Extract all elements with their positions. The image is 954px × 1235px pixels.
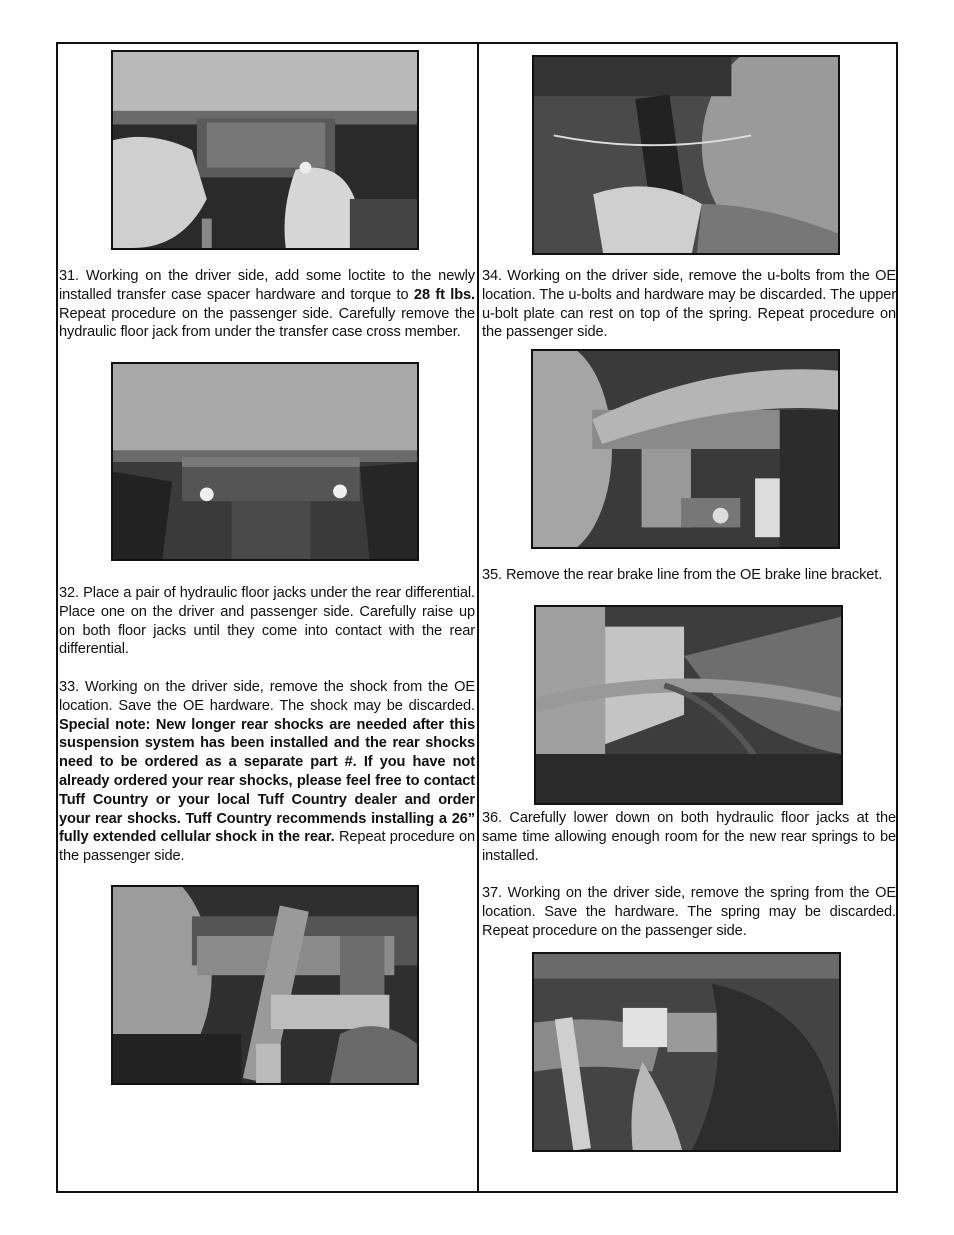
step-37-text (482, 884, 896, 940)
step-33-special-note: Special note: New longer rear shocks are needed after this suspension system has been installed and the rear shocks need to be ordered as a separate part #. If you have not already ordered your rear shocks, please feel free to contact Tuff Country or your local Tuff Country dealer and order your rear shocks. Tuff Country recommends installing a 26” fully extended cellular shock in the rear. (59, 716, 475, 846)
step-31-part-c: Repeat procedure on the passenger side. Carefully remove the hydraulic floor jack from under the transfer case cross member. (59, 305, 475, 341)
step-31-text (59, 267, 475, 342)
step-35-text (482, 566, 896, 585)
step-32-text (59, 584, 475, 659)
step-34-text (482, 267, 896, 342)
step-36-body: 36. Carefully lower down on both hydraulic floor jacks at the same time allowing enough room for the new rear springs to be installed. (482, 810, 896, 864)
step-33-part-c: Repeat procedure on the passenger side. (59, 829, 475, 865)
photo-step-35-brake-line (534, 605, 843, 805)
photo-step-33-shock-upper (532, 55, 840, 255)
step-35-body: 35. Remove the rear brake line from the OE brake line bracket. (482, 567, 883, 583)
photo-step-33-shock-removal (111, 885, 419, 1085)
step-32-body: 32. Place a pair of hydraulic floor jacks under the rear differential. Place one on the driver and passenger side. Carefully raise up on both floor jacks until they come into contact with the rear differential. (59, 585, 475, 658)
step-34-body: 34. Working on the driver side, remove the u-bolts from the OE location. The u-bolts and hardware may be discarded. The upper u-bolt plate can rest on top of the spring. Repeat procedure on the passenger side. (482, 268, 896, 341)
photo-step-31-spacer-torqued (111, 362, 419, 561)
step-33-part-a: 33. Working on the driver side, remove the shock from the OE location. Save the OE hardware. The shock may be discarded. (59, 679, 475, 714)
step-36-text (482, 809, 896, 865)
column-divider (477, 42, 479, 1193)
photo-step-34-u-bolt-removal (531, 349, 840, 549)
step-33-text (59, 678, 475, 866)
photo-step-30-spacer-install (111, 50, 419, 250)
step-31-part-a: 31. Working on the driver side, add some loctite to the newly installed transfer case spacer hardware and torque to (59, 268, 475, 303)
photo-step-37-spring-removal (532, 952, 841, 1152)
step-31-torque: 28 ft lbs. (413, 286, 475, 303)
step-37-body: 37. Working on the driver side, remove the spring from the OE location. Save the hardware. The spring may be discarded. Repeat procedure on the passenger side. (482, 885, 896, 939)
